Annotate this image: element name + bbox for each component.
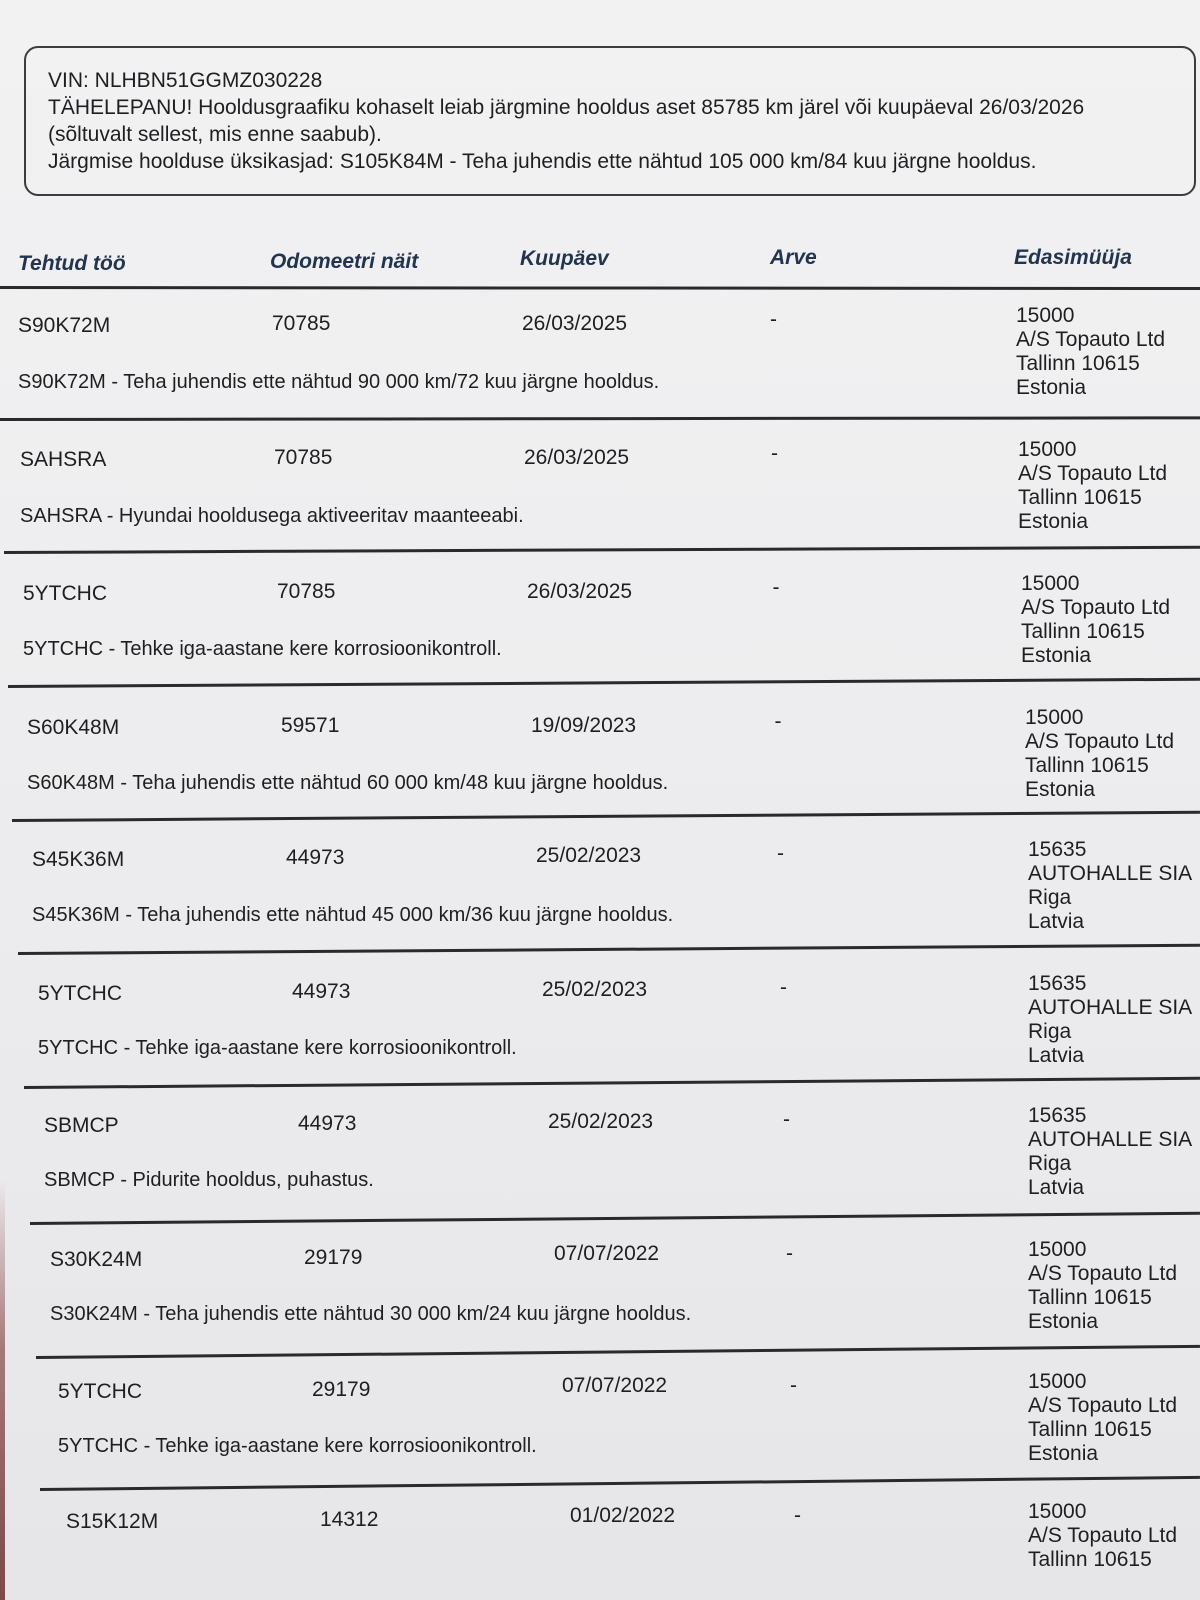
invoice-value: - (790, 1374, 797, 1397)
service-date: 26/03/2025 (522, 312, 628, 335)
invoice-value: - (794, 1504, 801, 1527)
work-description: S90K72M - Teha juhendis ette nähtud 90 000 km/72 kuu järgne hooldus. (18, 371, 660, 393)
work-code: 5YTCHC (58, 1380, 143, 1403)
dealer-address (1028, 1370, 1177, 1466)
dealer-line: Tallinn 10615 (1018, 486, 1142, 509)
dealer-line: Estonia (1018, 510, 1089, 533)
dealer-line: Tallinn 10615 (1021, 620, 1145, 643)
work-code: SBMCP (44, 1114, 119, 1137)
dealer-address (1028, 1104, 1192, 1200)
dealer-line: Estonia (1025, 778, 1096, 801)
dealer-line: Tallinn 10615 (1028, 1418, 1152, 1441)
next-service-warning: TÄHELEPANU! Hooldusgraafiku kohaselt leiab järgmine hooldus aset 85785 km järel või kuupäeval 26/03/2026 (48, 96, 1085, 119)
invoice-value: - (783, 1108, 790, 1131)
header-date: Kuupäev (520, 247, 609, 270)
dealer-address (1028, 838, 1192, 934)
dealer-line: AUTOHALLE SIA (1028, 1128, 1193, 1151)
next-service-notice (24, 46, 1196, 196)
invoice-value: - (777, 842, 784, 865)
dealer-address (1018, 438, 1167, 534)
invoice-value: - (772, 576, 780, 599)
dealer-line: 15635 (1028, 1104, 1087, 1127)
dealer-line: A/S Topauto Ltd (1021, 596, 1171, 619)
invoice-value: - (771, 442, 778, 465)
service-date: 25/02/2023 (542, 978, 648, 1001)
service-date: 19/09/2023 (531, 714, 637, 737)
work-code: S15K12M (66, 1510, 159, 1533)
odometer-value: 70785 (272, 312, 331, 335)
dealer-address (1028, 972, 1192, 1068)
work-description: SBMCP - Pidurite hooldus, puhastus. (44, 1169, 374, 1191)
odometer-value: 29179 (312, 1378, 371, 1401)
work-description: SAHSRA - Hyundai hooldusega aktiveeritav maanteeabi. (20, 505, 524, 527)
dealer-address (1016, 304, 1165, 400)
dealer-line: Riga (1028, 1152, 1072, 1175)
odometer-value: 29179 (304, 1246, 363, 1269)
dealer-line: 15000 (1018, 438, 1077, 461)
odometer-value: 44973 (292, 980, 351, 1003)
dealer-line: Estonia (1028, 1310, 1099, 1333)
work-code: S60K48M (27, 716, 120, 739)
work-description: 5YTCHC - Tehke iga-aastane kere korrosioonikontroll. (23, 638, 502, 660)
photo-edge-shadow (0, 1180, 5, 1600)
dealer-line: Tallinn 10615 (1028, 1548, 1152, 1571)
invoice-value: - (780, 976, 787, 999)
work-description: 5YTCHC - Tehke iga-aastane kere korrosioonikontroll. (38, 1037, 517, 1059)
dealer-line: Riga (1028, 1020, 1072, 1043)
dealer-line: Latvia (1028, 1044, 1085, 1067)
dealer-line: Tallinn 10615 (1028, 1286, 1152, 1309)
dealer-line: 15635 (1028, 972, 1087, 995)
next-service-warning-continued: (sõltuvalt sellest, mis enne saabub). (48, 123, 382, 146)
service-date: 01/02/2022 (570, 1504, 676, 1527)
dealer-line: A/S Topauto Ltd (1028, 1524, 1178, 1547)
work-code: S45K36M (32, 848, 125, 871)
dealer-address (1028, 1238, 1177, 1334)
header-odometer: Odomeetri näit (270, 250, 419, 273)
work-code: SAHSRA (20, 448, 107, 471)
service-date: 26/03/2025 (524, 446, 630, 469)
dealer-address (1021, 572, 1170, 668)
invoice-value: - (774, 710, 782, 733)
work-description: S30K24M - Teha juhendis ette nähtud 30 000 km/24 kuu järgne hooldus. (50, 1303, 692, 1325)
odometer-value: 44973 (298, 1112, 357, 1135)
dealer-line: 15000 (1021, 572, 1080, 595)
dealer-line: Estonia (1021, 644, 1092, 667)
dealer-line: 15000 (1028, 1370, 1087, 1393)
dealer-line: Estonia (1028, 1442, 1099, 1465)
service-date: 25/02/2023 (536, 844, 642, 867)
work-description: S45K36M - Teha juhendis ette nähtud 45 000 km/36 kuu järgne hooldus. (32, 904, 674, 926)
dealer-line: A/S Topauto Ltd (1025, 730, 1175, 753)
vin-line: VIN: NLHBN51GGMZ030228 (48, 69, 323, 92)
dealer-line: A/S Topauto Ltd (1028, 1394, 1178, 1417)
service-date: 26/03/2025 (527, 580, 633, 603)
service-date: 07/07/2022 (562, 1374, 668, 1397)
header-dealer: Edasimüüja (1014, 246, 1132, 269)
invoice-value: - (786, 1242, 793, 1265)
odometer-value: 59571 (281, 714, 340, 737)
work-code: 5YTCHC (23, 582, 108, 605)
dealer-line: Tallinn 10615 (1016, 352, 1140, 375)
work-description: S60K48M - Teha juhendis ette nähtud 60 000 km/48 kuu järgne hooldus. (27, 772, 669, 794)
odometer-value: 44973 (286, 846, 345, 869)
work-description: 5YTCHC - Tehke iga-aastane kere korrosioonikontroll. (58, 1435, 537, 1457)
dealer-line: Estonia (1016, 376, 1087, 399)
header-work: Tehtud töö (18, 252, 126, 275)
dealer-line: AUTOHALLE SIA (1028, 996, 1193, 1019)
dealer-line: Riga (1028, 886, 1072, 909)
invoice-value: - (770, 308, 777, 331)
dealer-address (1025, 706, 1174, 802)
service-date: 25/02/2023 (548, 1110, 654, 1133)
header-invoice: Arve (770, 246, 817, 269)
next-service-details: Järgmise hoolduse üksikasjad: S105K84M - Teha juhendis ette nähtud 105 000 km/84 kuu järgne hooldus. (48, 150, 1037, 173)
dealer-line: A/S Topauto Ltd (1016, 328, 1166, 351)
dealer-line: Tallinn 10615 (1025, 754, 1149, 777)
dealer-line: 15000 (1025, 706, 1084, 729)
odometer-value: 70785 (277, 580, 336, 603)
dealer-address (1028, 1500, 1177, 1572)
service-date: 07/07/2022 (554, 1242, 660, 1265)
dealer-line: 15000 (1016, 304, 1075, 327)
work-code: 5YTCHC (38, 982, 123, 1005)
dealer-line: A/S Topauto Ltd (1028, 1262, 1178, 1285)
work-code: S30K24M (50, 1248, 143, 1271)
odometer-value: 70785 (274, 446, 333, 469)
dealer-line: 15000 (1028, 1500, 1087, 1523)
work-code: S90K72M (18, 314, 111, 337)
dealer-line: A/S Topauto Ltd (1018, 462, 1168, 485)
dealer-line: AUTOHALLE SIA (1028, 862, 1193, 885)
dealer-line: Latvia (1028, 1176, 1085, 1199)
odometer-value: 14312 (320, 1508, 379, 1531)
dealer-line: 15635 (1028, 838, 1087, 861)
dealer-line: 15000 (1028, 1238, 1087, 1261)
dealer-line: Latvia (1028, 910, 1085, 933)
